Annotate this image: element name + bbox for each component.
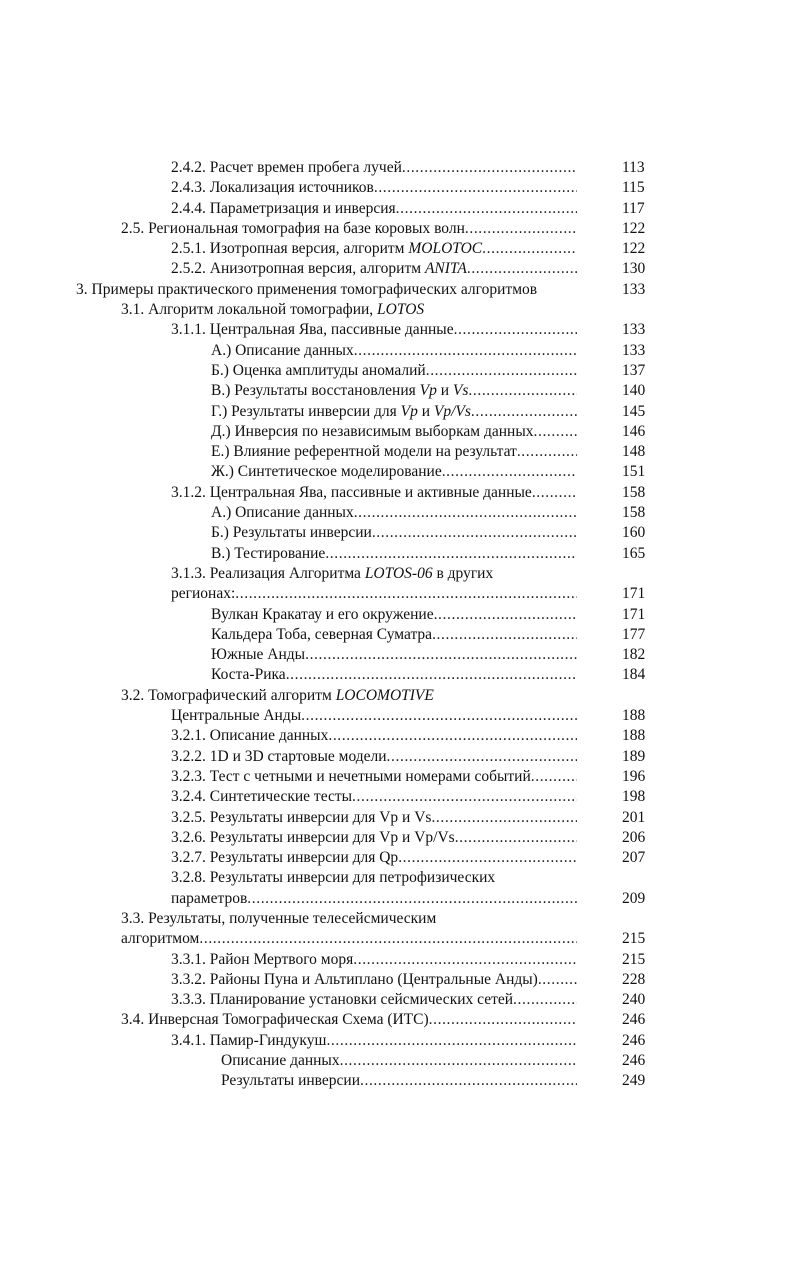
toc-page-number: 177 <box>622 625 646 643</box>
toc-page-number: 196 <box>622 767 646 785</box>
toc-page-number: 240 <box>622 991 646 1009</box>
toc-entry-title <box>221 1072 360 1089</box>
toc-row <box>0 990 793 1010</box>
toc-page-number: 246 <box>622 1052 646 1070</box>
toc-entry-title <box>171 971 538 988</box>
toc-entry[interactable] <box>211 341 577 361</box>
toc-entry[interactable] <box>221 1051 577 1071</box>
toc-entry[interactable] <box>171 828 577 848</box>
toc-page-number: 158 <box>622 483 646 501</box>
toc-page-number: 158 <box>622 504 646 522</box>
toc-row <box>0 1051 793 1071</box>
toc-row <box>0 909 793 929</box>
toc-row <box>0 422 793 442</box>
toc-entry-text: 3.2.3. Тест с четными и нечетными номерами событий <box>171 767 531 785</box>
toc-row <box>0 199 793 219</box>
toc-entry-emphasis: ANITA <box>424 260 467 278</box>
toc-page-number: 188 <box>622 707 646 725</box>
toc-page-number: 140 <box>622 382 646 400</box>
toc-row <box>0 868 793 888</box>
toc-entry[interactable] <box>211 462 577 482</box>
toc-row <box>0 300 793 320</box>
toc-entry-text: 2.4.2. Расчет времен пробега лучей <box>171 159 402 176</box>
toc-entry[interactable] <box>171 178 577 198</box>
toc-page-number: 122 <box>622 219 646 237</box>
toc-entry-text: 3.2.2. 1D и 3D стартовые модели <box>171 747 387 765</box>
toc-row <box>0 686 793 706</box>
toc-entry[interactable] <box>121 929 577 949</box>
toc-page-number: 188 <box>622 727 646 745</box>
toc-row <box>0 808 793 828</box>
toc-entry-title <box>171 788 352 805</box>
toc-row <box>0 970 793 990</box>
toc-entry[interactable] <box>171 726 577 746</box>
toc-entry[interactable] <box>171 259 577 279</box>
toc-entry-text: 3.4. Инверсная Томографическая Схема (ИТС) <box>121 1011 429 1029</box>
toc-entry[interactable] <box>171 199 577 219</box>
toc-entry-text: 3.3.3. Планирование установки сейсмических сетей <box>171 991 514 1009</box>
toc-entry-title <box>171 849 398 866</box>
toc-row <box>0 605 793 625</box>
toc-entry-title <box>171 829 455 846</box>
toc-page-number: 182 <box>622 646 646 664</box>
toc-entry-title <box>211 504 354 521</box>
toc-entry[interactable] <box>211 422 577 442</box>
toc-entry[interactable] <box>171 1031 577 1051</box>
toc-entry-text: Южные Анды <box>211 646 306 664</box>
toc-entry-text: 3.1. Алгоритм локальной томографии, <box>121 301 378 319</box>
toc-entry[interactable] <box>171 320 577 340</box>
toc-entry-text: 2.4.3. Локализация источников <box>171 179 374 197</box>
toc-entry-title <box>121 301 424 318</box>
toc-entry-title <box>211 524 372 541</box>
toc-row <box>0 665 793 685</box>
toc-entry[interactable] <box>121 219 577 239</box>
toc-row <box>0 564 793 584</box>
toc-entry[interactable] <box>171 767 577 787</box>
toc-page-number: 189 <box>622 747 646 765</box>
toc-entry[interactable] <box>171 747 577 767</box>
toc-page-number: 228 <box>622 970 646 988</box>
toc-entry-text: регионах: <box>171 585 236 603</box>
toc-row <box>0 1071 793 1091</box>
toc-entry-title <box>171 565 493 582</box>
toc-entry-text: Коста-Рика <box>211 666 286 684</box>
toc-entry-text: и <box>436 382 453 400</box>
toc-entry[interactable] <box>171 808 577 828</box>
toc-page-number: 201 <box>622 808 646 826</box>
toc-row <box>0 158 793 178</box>
toc-entry-title <box>211 342 354 359</box>
toc-entry-text: 3.1.3. Реализация Алгоритма <box>171 564 365 582</box>
toc-page-number: 130 <box>622 260 646 278</box>
toc-page-number: 148 <box>622 443 646 461</box>
toc-entry-title <box>171 809 431 826</box>
toc-row <box>0 767 793 787</box>
toc-page-number: 215 <box>622 950 646 968</box>
toc-entry-text: Д.) Инверсия по независимым выборкам данных <box>211 422 534 440</box>
toc-row <box>0 625 793 645</box>
toc-row <box>0 929 793 949</box>
toc-entry-emphasis: Vs <box>452 382 469 400</box>
toc-entry-title <box>171 585 235 602</box>
toc-page-number: 206 <box>622 828 646 846</box>
toc-entry-emphasis: Vp <box>400 402 418 420</box>
toc-entry[interactable] <box>171 950 577 970</box>
toc-row <box>0 178 793 198</box>
toc-entry-title <box>211 606 434 623</box>
toc-page-number: 137 <box>622 361 646 379</box>
toc-entry-title <box>171 321 454 338</box>
toc-entry-text: 3.3.2. Районы Пуна и Альтиплано (Центральные Анды) <box>171 970 538 988</box>
toc-entry[interactable] <box>121 909 436 929</box>
toc-entry-text: 2.5.1. Изотропная версия, алгоритм <box>171 240 409 258</box>
toc-entry-text: Кальдера Тоба, северная Суматра <box>211 625 433 643</box>
toc-entry-text: 3.2.4. Синтетические тесты <box>171 788 353 806</box>
toc-entry-title <box>211 463 442 480</box>
toc-page-number: 117 <box>622 199 645 217</box>
toc-entry-text: А.) Описание данных <box>211 504 354 522</box>
toc-entry-title <box>211 443 517 460</box>
toc-entry-title <box>211 666 286 683</box>
toc-entry-text: 3.2.5. Результаты инверсии для Vp и Vs <box>171 808 432 826</box>
toc-entry-text: Ж.) Синтетическое моделирование <box>211 463 442 481</box>
toc-row <box>0 361 793 381</box>
toc-entry[interactable] <box>171 706 577 726</box>
toc-entry[interactable] <box>171 970 577 990</box>
toc-entry[interactable] <box>211 402 577 422</box>
toc-entry[interactable] <box>171 990 577 1010</box>
toc-page-number: 184 <box>622 666 646 684</box>
toc-page-number: 215 <box>622 930 646 948</box>
toc-entry-title <box>171 240 482 257</box>
toc-row <box>0 950 793 970</box>
toc-entry-emphasis: LOTOS-06 <box>364 564 433 582</box>
toc-row <box>0 1010 793 1030</box>
toc-entry-text: 2.5.2. Анизотропная версия, алгоритм <box>171 260 425 278</box>
toc-entry-title <box>121 687 434 704</box>
toc-entry[interactable] <box>211 625 577 645</box>
toc-entry[interactable] <box>171 868 495 888</box>
toc-entry-emphasis: Vp/Vs <box>433 402 471 420</box>
toc-page-number: 198 <box>622 788 646 806</box>
toc-entry[interactable] <box>211 605 577 625</box>
toc-page-number: 160 <box>622 524 646 542</box>
toc-entry-text: 3.2. Томографический алгоритм <box>121 686 336 704</box>
toc-row <box>0 747 793 767</box>
toc-row <box>0 280 793 300</box>
toc-entry-text: Б.) Оценка амплитуды аномалий <box>211 361 426 379</box>
toc-entry-title <box>171 727 328 744</box>
toc-entry-text: Е.) Влияние референтной модели на результат <box>211 443 517 461</box>
toc-entry-text: 2.4.4. Параметризация и инверсия <box>171 199 396 217</box>
toc-page-number: 133 <box>622 321 646 339</box>
toc-entry-title <box>121 910 436 927</box>
toc-entry-text: Вулкан Кракатау и его окружение <box>211 605 434 623</box>
toc-entry-text: 3.1.2. Центральная Ява, пассивные и активные данные <box>171 483 532 501</box>
toc-entry[interactable] <box>211 523 577 543</box>
toc-page-number: 171 <box>622 605 646 623</box>
toc-entry-text: параметров <box>171 889 248 907</box>
toc-entry-text: А.) Описание данных <box>211 341 354 359</box>
toc-row <box>0 889 793 909</box>
toc-row <box>0 706 793 726</box>
toc-row <box>0 320 793 340</box>
toc-entry-title <box>171 1032 326 1049</box>
toc-entry-title <box>171 768 531 785</box>
toc-row <box>0 442 793 462</box>
toc-row <box>0 402 793 422</box>
toc-row <box>0 584 793 604</box>
toc-row <box>0 259 793 279</box>
toc-entry-text: 3. Примеры практического применения томографических алгоритмов <box>76 280 538 298</box>
toc-page-number: 249 <box>622 1072 646 1090</box>
toc-entry-text: Г.) Результаты инверсии для <box>211 402 401 420</box>
toc-entry-text: В.) Тестирование <box>211 544 326 562</box>
toc-entry-text: 3.3. Результаты, полученные телесейсмическим <box>121 909 437 927</box>
toc-entry-text: 3.2.1. Описание данных <box>171 727 329 745</box>
toc-page-number: 246 <box>622 1031 646 1049</box>
toc-entry[interactable] <box>171 564 493 584</box>
toc-entry-text: в других <box>432 564 494 582</box>
toc-page-number: 207 <box>622 849 646 867</box>
toc-entry-title <box>121 220 465 237</box>
toc-entry-title <box>171 260 467 277</box>
toc-row <box>0 848 793 868</box>
toc-row <box>0 544 793 564</box>
toc-entry-text: Центральные Анды <box>171 707 302 725</box>
toc-entry[interactable] <box>171 158 577 178</box>
toc-entry[interactable] <box>211 442 577 462</box>
toc-entry-text: 3.2.8. Результаты инверсии для петрофизических <box>171 869 496 887</box>
toc-entry[interactable] <box>171 584 577 604</box>
toc-page-number: 133 <box>622 341 646 359</box>
toc-row <box>0 828 793 848</box>
toc-entry-emphasis: MOLOTOC <box>408 240 483 258</box>
toc-page-number: 146 <box>622 422 646 440</box>
toc-entry-emphasis: LOTOS <box>377 301 425 319</box>
toc-page-number: 113 <box>622 159 645 176</box>
toc-entry-text: Описание данных <box>221 1052 340 1070</box>
toc-entry[interactable] <box>171 239 577 259</box>
toc-entry[interactable] <box>121 1010 577 1030</box>
toc-entry-title <box>76 281 537 298</box>
toc-entry-text: В.) Результаты восстановления <box>211 382 420 400</box>
toc-entry-title <box>171 200 396 217</box>
toc-entry-title <box>211 362 426 379</box>
toc-row <box>0 503 793 523</box>
toc-page-number: 165 <box>622 544 646 562</box>
toc-entry[interactable] <box>211 503 577 523</box>
toc-entry-text: алгоритмом <box>121 930 200 948</box>
toc-entry-emphasis: Vp <box>419 382 437 400</box>
toc-row <box>0 1031 793 1051</box>
toc-entry[interactable] <box>171 483 577 503</box>
toc-entry-text: 3.3.1. Район Мертвого моря <box>171 950 354 968</box>
toc-entry-title <box>211 403 471 420</box>
toc-entry-text: 3.2.6. Результаты инверсии для Vp и Vp/Vs <box>171 828 455 846</box>
toc-entry-text: 2.5. Региональная томография на базе коровых волн <box>121 219 465 237</box>
toc-entry-text: 3.4.1. Памир-Гиндукуш <box>171 1031 327 1049</box>
toc-entry-title <box>171 179 374 196</box>
toc-entry[interactable] <box>211 361 577 381</box>
toc-entry-emphasis: LOCOMOTIVE <box>335 686 434 704</box>
toc-row <box>0 381 793 401</box>
toc-entry-title <box>171 991 513 1008</box>
toc-entry-text: и <box>417 402 434 420</box>
toc-entry-title <box>171 890 247 907</box>
table-of-contents <box>0 158 793 1092</box>
toc-entry[interactable] <box>171 787 577 807</box>
toc-entry[interactable] <box>211 645 577 665</box>
toc-entry-title <box>211 626 432 643</box>
toc-entry[interactable] <box>221 1071 577 1091</box>
toc-row <box>0 483 793 503</box>
toc-row <box>0 462 793 482</box>
toc-entry-title <box>171 159 402 176</box>
toc-entry-title <box>121 930 199 947</box>
toc-entry-title <box>171 951 353 968</box>
toc-entry[interactable] <box>211 544 577 564</box>
toc-entry-title <box>121 1011 429 1028</box>
toc-entry-text: Результаты инверсии <box>221 1072 360 1090</box>
toc-entry[interactable] <box>121 300 424 320</box>
toc-entry-title <box>221 1052 340 1069</box>
toc-entry-title <box>171 748 387 765</box>
toc-page-number: 246 <box>622 1011 646 1029</box>
toc-page-number: 115 <box>622 179 645 197</box>
toc-row <box>0 645 793 665</box>
toc-entry[interactable] <box>211 381 577 401</box>
toc-entry-text: Б.) Результаты инверсии <box>211 524 372 542</box>
toc-entry[interactable] <box>171 889 577 909</box>
toc-row <box>0 341 793 361</box>
toc-page-number: 209 <box>622 889 646 907</box>
toc-entry[interactable] <box>76 280 537 300</box>
toc-entry-title <box>171 484 532 501</box>
toc-row <box>0 523 793 543</box>
toc-entry-title <box>211 382 468 399</box>
toc-entry[interactable] <box>121 686 434 706</box>
toc-page-number: 145 <box>622 402 646 420</box>
toc-entry-title <box>211 423 534 440</box>
toc-page-number: 151 <box>622 463 646 481</box>
toc-entry[interactable] <box>171 848 577 868</box>
toc-entry[interactable] <box>211 665 577 685</box>
toc-page-number: 122 <box>622 240 646 258</box>
toc-entry-title <box>171 869 495 886</box>
toc-page-number: 171 <box>622 585 646 603</box>
toc-row <box>0 726 793 746</box>
toc-entry-title <box>211 545 325 562</box>
toc-entry-title <box>171 707 301 724</box>
toc-entry-text: 3.1.1. Центральная Ява, пассивные данные <box>171 321 454 339</box>
toc-row <box>0 787 793 807</box>
toc-row <box>0 219 793 239</box>
toc-page-number: 133 <box>622 280 646 298</box>
toc-row <box>0 239 793 259</box>
toc-entry-title <box>211 646 305 663</box>
toc-entry-text: 3.2.7. Результаты инверсии для Qp <box>171 849 399 867</box>
